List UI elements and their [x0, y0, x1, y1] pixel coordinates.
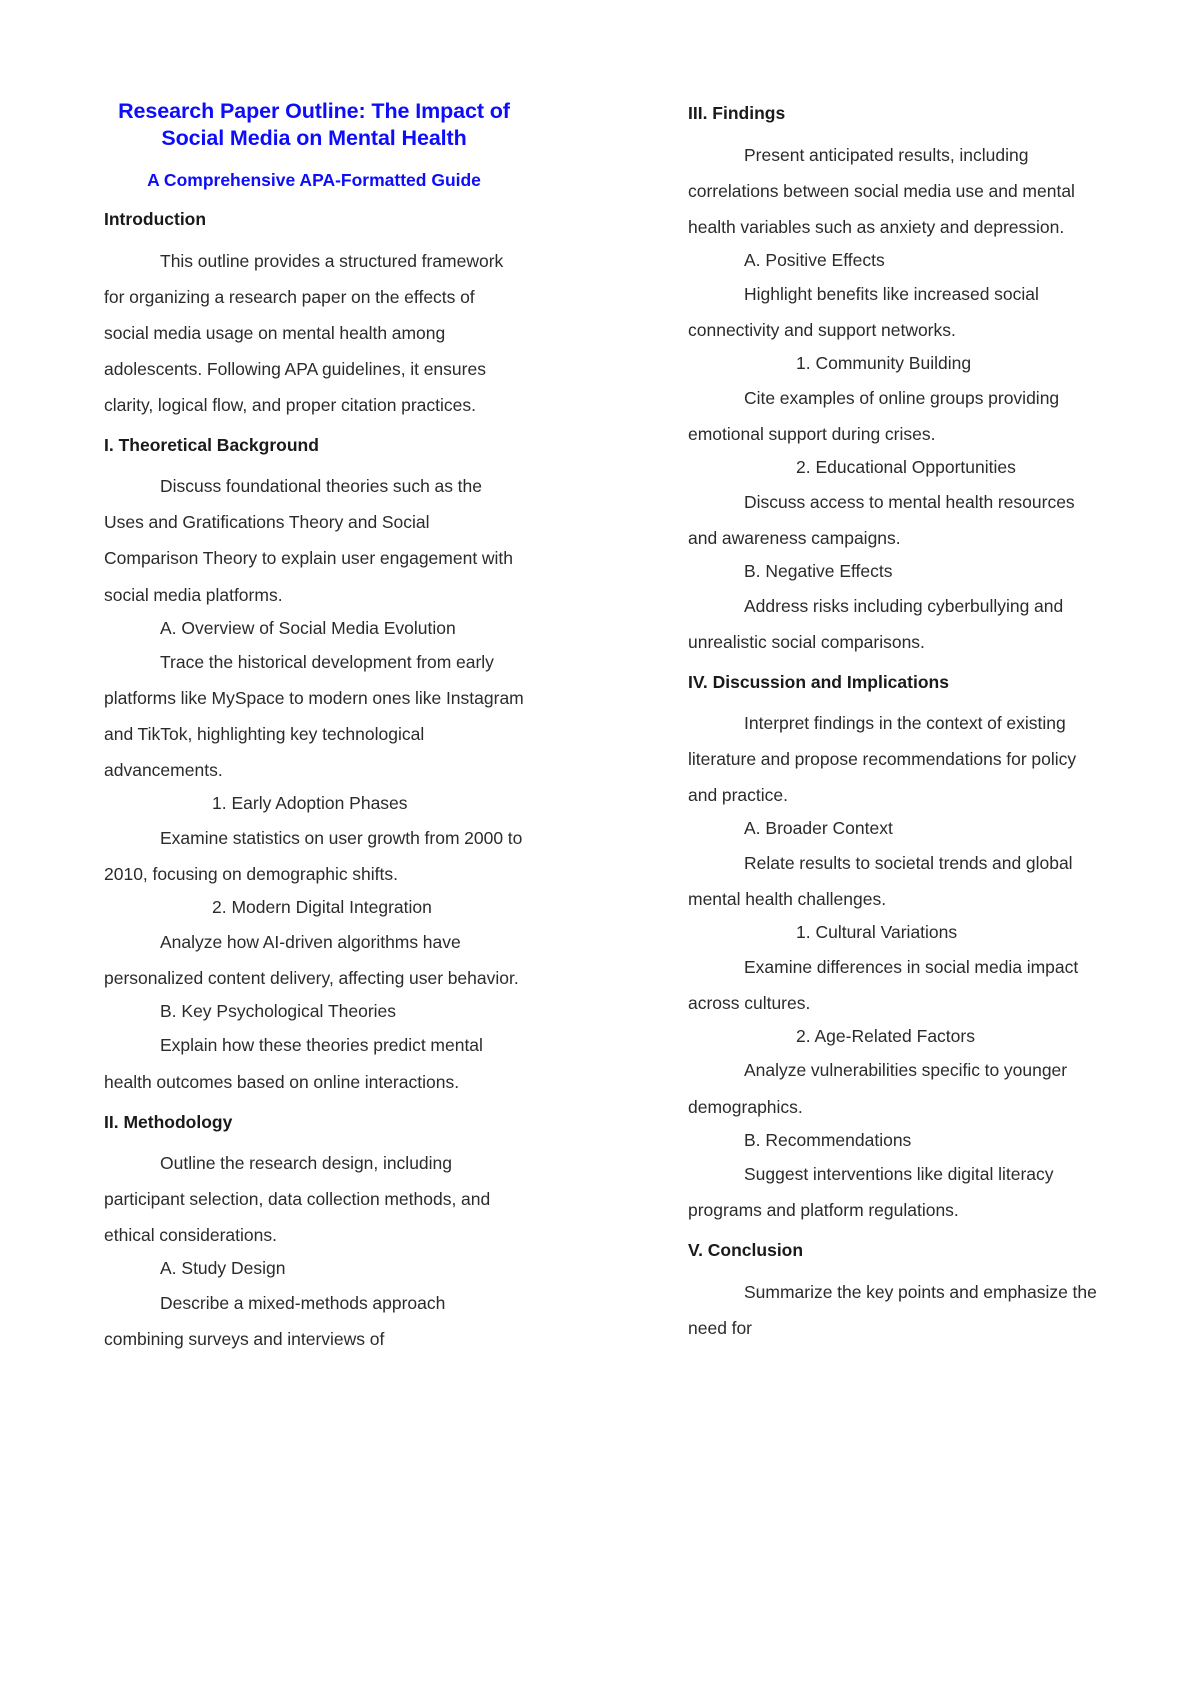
body-paragraph: Discuss access to mental health resources and awareness campaigns.: [688, 491, 1075, 548]
section-heading-level-3: 2. Modern Digital Integration: [212, 897, 432, 918]
page-subtitle: A Comprehensive APA-Formatted Guide: [147, 170, 481, 191]
section-heading-level-3: 2. Educational Opportunities: [796, 457, 1016, 478]
section-heading-level-3: 1. Community Building: [796, 353, 972, 374]
section-heading-level-2: A. Study Design: [160, 1258, 286, 1279]
body-paragraph: This outline provides a structured framework for organizing a research paper on the effects of social media usage on mental health among adolescents. Following APA guidelines, it ensures clarity, logical flow, and proper citation practices.: [104, 250, 504, 415]
section-heading-level-2: A. Positive Effects: [744, 249, 885, 270]
section-heading-level-2: A. Overview of Social Media Evolution: [160, 617, 456, 638]
body-paragraph: Describe a mixed-methods approach combining surveys and interviews of: [104, 1292, 446, 1349]
section-heading-level-1: II. Methodology: [104, 1111, 233, 1132]
body-paragraph: Discuss foundational theories such as the Uses and Gratifications Theory and Social Comparison Theory to explain user engagement with social media platforms.: [104, 476, 513, 605]
body-paragraph: Analyze how AI-driven algorithms have personalized content delivery, affecting user behavior.: [104, 931, 519, 988]
section-heading-level-2: A. Broader Context: [744, 818, 893, 839]
section-heading-level-1: I. Theoretical Background: [104, 434, 319, 455]
section-heading-level-1: V. Conclusion: [688, 1240, 804, 1261]
body-paragraph: Present anticipated results, including correlations between social media use and mental health variables such as anxiety and depression.: [688, 144, 1075, 237]
section-heading-level-2: B. Negative Effects: [744, 560, 893, 581]
right-column-body: [688, 98, 1100, 1346]
section-heading-level-1: Introduction: [104, 208, 207, 229]
body-paragraph: Examine statistics on user growth from 2000 to 2010, focusing on demographic shifts.: [104, 828, 523, 885]
body-paragraph: Examine differences in social media impact across cultures.: [688, 956, 1079, 1013]
body-paragraph: Cite examples of online groups providing emotional support during crises.: [688, 388, 1060, 445]
page-title: Research Paper Outline: The Impact of Social Media on Mental Health: [118, 99, 510, 151]
body-paragraph: Highlight benefits like increased social connectivity and support networks.: [688, 284, 1039, 341]
section-heading-level-2: B. Recommendations: [744, 1129, 912, 1150]
section-heading-level-2: B. Key Psychological Theories: [160, 1000, 397, 1021]
section-heading-level-3: 2. Age-Related Factors: [796, 1025, 975, 1046]
section-heading-level-3: 1. Cultural Variations: [796, 922, 958, 943]
body-paragraph: Summarize the key points and emphasize the need for: [688, 1281, 1097, 1338]
body-paragraph: Suggest interventions like digital literacy programs and platform regulations.: [688, 1164, 1054, 1221]
body-paragraph: Interpret findings in the context of existing literature and propose recommendations for policy and practice.: [688, 713, 1077, 806]
body-paragraph: Trace the historical development from early platforms like MySpace to modern ones like Instagram and TikTok, highlighting key technological advancements.: [104, 652, 524, 781]
body-paragraph: Explain how these theories predict mental health outcomes based on online interactions.: [104, 1035, 483, 1092]
body-paragraph: Relate results to societal trends and global mental health challenges.: [688, 853, 1073, 910]
left-column-body: [104, 204, 524, 1357]
section-heading-level-1: IV. Discussion and Implications: [688, 671, 949, 692]
right-column: [596, 0, 1200, 1697]
body-paragraph: Address risks including cyberbullying and unrealistic social comparisons.: [688, 595, 1064, 652]
section-heading-level-3: 1. Early Adoption Phases: [212, 793, 408, 814]
left-column: [0, 0, 596, 1697]
body-paragraph: Analyze vulnerabilities specific to younger demographics.: [688, 1060, 1068, 1117]
section-heading-level-1: III. Findings: [688, 103, 786, 123]
body-paragraph: Outline the research design, including participant selection, data collection methods, and ethical considerations.: [104, 1153, 491, 1246]
